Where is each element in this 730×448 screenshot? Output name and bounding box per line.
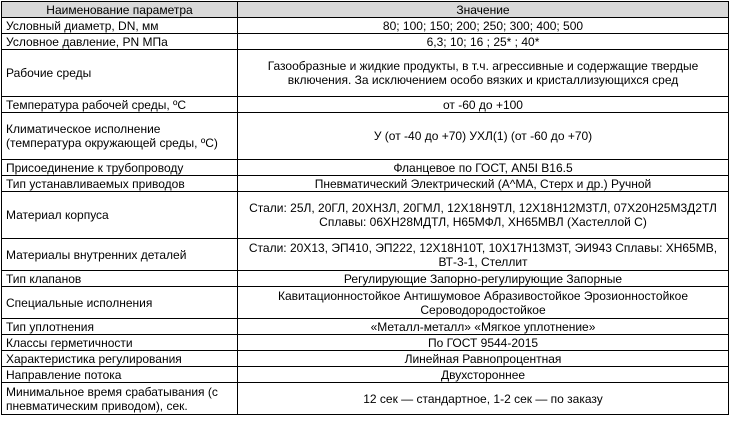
header-value: Значение [238,2,729,18]
row-media-temperature-name: Температура рабочей среды, ºС [2,97,238,113]
row-response-time-value: 12 сек — стандартное, 1-2 сек — по заказу [238,383,729,415]
row-response-time-name: Минимальное время срабатывания (с пневматическим приводом), сек. [2,383,238,415]
row-seal-type-value: «Металл-металл» «Мягкое уплотнение» [238,319,729,335]
specifications-table [1,1,729,415]
row-working-media-value: Газообразные и жидкие продукты, в т.ч. агрессивные и содержащие твердые включения. За исключением особо вязких и кристаллизующихся сред [238,50,729,97]
row-pipe-connection-value: Фланцевое по ГОСТ, AN5I B16.5 [238,160,729,176]
header-parameter-name: Наименование параметра [2,2,238,18]
row-nominal-diameter-name: Условный диаметр, DN, мм [2,18,238,34]
row-flow-direction-name: Направление потока [2,367,238,383]
row-body-material-value: Стали: 25Л, 20ГЛ, 20ХН3Л, 20ГМЛ, 12Х18Н9ТЛ, 12Х18Н12М3ТЛ, 07Х20Н25М3Д2ТЛ Сплавы: 06ХН28МДТЛ, Н65МФЛ, ХН65МВЛ (Хастеллой С) [238,192,729,239]
row-valve-type-name: Тип клапанов [2,271,238,287]
row-valve-type-value: Регулирующие Запорно-регулирующие Запорные [238,271,729,287]
table-row [2,271,729,287]
row-flow-direction-value: Двухстороннее [238,367,729,383]
row-pipe-connection-name: Присоединение к трубопроводу [2,160,238,176]
table-row [2,367,729,383]
row-climatic-version-name: Климатическое исполнение (температура окружающей среды, ºС) [2,113,238,160]
table-header-row [2,2,729,18]
row-nominal-pressure-name: Условное давление, PN МПа [2,34,238,50]
table-row [2,34,729,50]
row-climatic-version-value: У (от -40 до +70) УХЛ(1) (от -60 до +70) [238,113,729,160]
row-seal-type-name: Тип уплотнения [2,319,238,335]
table-row [2,319,729,335]
row-control-characteristic-name: Характеристика регулирования [2,351,238,367]
table-row [2,97,729,113]
row-internal-materials-value: Стали: 20Х13, ЭП410, ЭП222, 12Х18Н10Т, 10Х17Н13М3Т, ЭИ943 Сплавы: ХН65МВ, ВТ-3-1, Стеллит [238,239,729,271]
table-row [2,18,729,34]
row-nominal-diameter-value: 80; 100; 150; 200; 250; 300; 400; 500 [238,18,729,34]
row-control-characteristic-value: Линейная Равнопроцентная [238,351,729,367]
table-row [2,192,729,239]
row-tightness-class-value: По ГОСТ 9544-2015 [238,335,729,351]
table-row [2,113,729,160]
row-working-media-name: Рабочие среды [2,50,238,97]
table-row [2,351,729,367]
row-special-versions-name: Специальные исполнения [2,287,238,319]
row-actuator-types-name: Тип устанавливаемых приводов [2,176,238,192]
row-special-versions-value: Кавитационностойкое Антишумовое Абразивостойкое Эрозионностойкое Сероводородостойкое [238,287,729,319]
row-actuator-types-value: Пневматический Электрический (А^МА, Стерх и др.) Ручной [238,176,729,192]
table-row [2,287,729,319]
row-nominal-pressure-value: 6,3; 10; 16 ; 25* ; 40* [238,34,729,50]
table-row [2,383,729,415]
table-row [2,335,729,351]
row-body-material-name: Материал корпуса [2,192,238,239]
row-tightness-class-name: Классы герметичности [2,335,238,351]
table-row [2,176,729,192]
table-row [2,50,729,97]
table-row [2,160,729,176]
table-row [2,239,729,271]
row-internal-materials-name: Материалы внутренних деталей [2,239,238,271]
row-media-temperature-value: от -60 до +100 [238,97,729,113]
